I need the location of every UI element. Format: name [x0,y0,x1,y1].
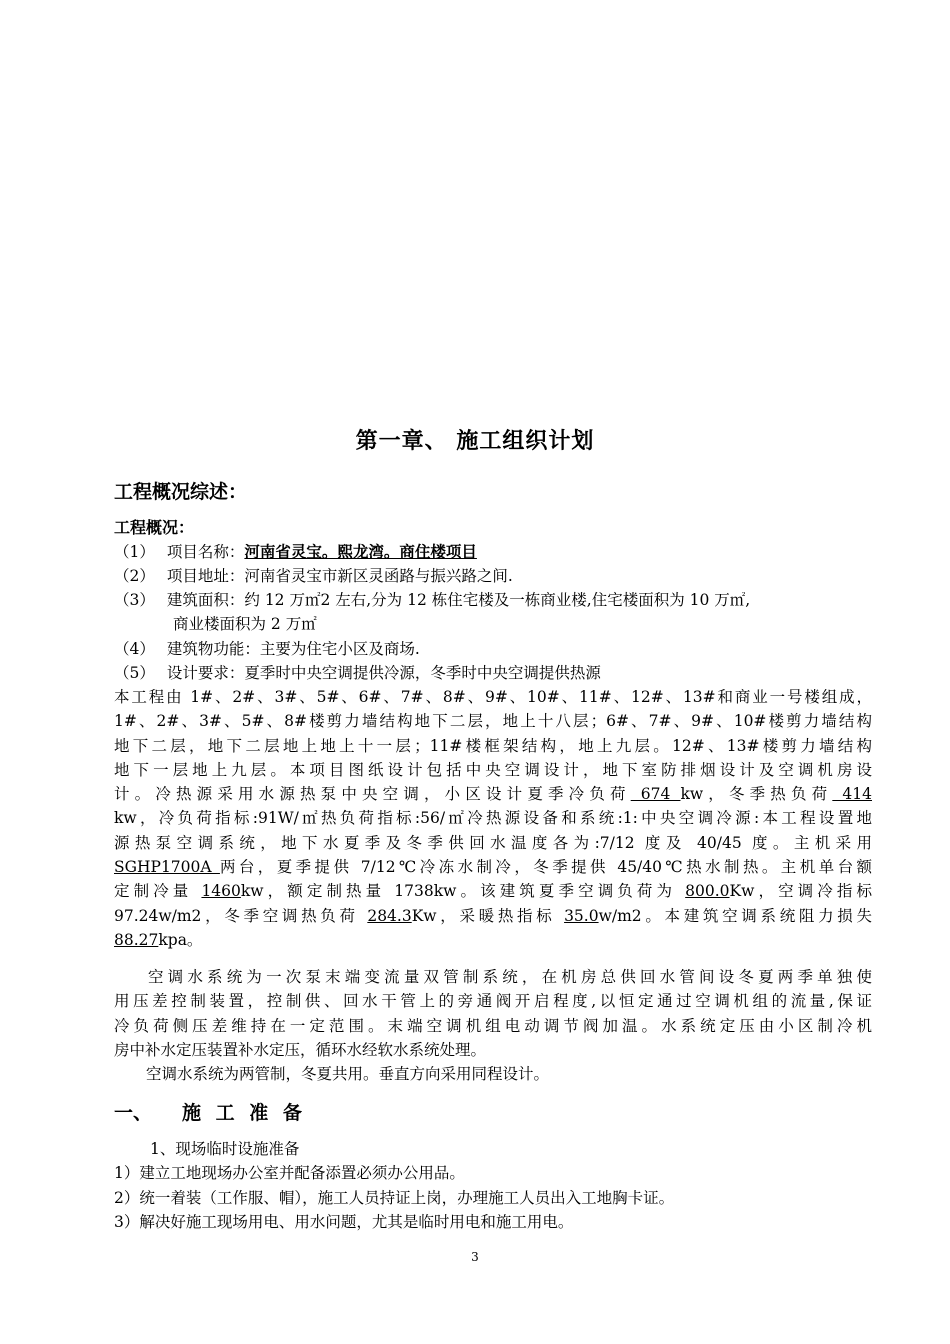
text-line: SGHP1700A 两台，夏季提供 7/12℃冷冻水制冷，冬季提供 45/40℃热水制热。主机单台额 [114,858,872,877]
item-label: 建筑面积： [166,591,245,609]
item-1 [114,540,477,564]
item-3 [114,588,750,612]
item-number: （3） [114,591,155,609]
summer-load-value: 800.0 [685,882,730,901]
winter-load-value: 284.3 [367,906,412,925]
text-line: 1#、2#、3#、5#、8#楼剪力墙结构地下二层，地上十八层；6#、7#、9#、10#楼剪力墙结构 [114,712,872,731]
text-line: 定制冷量 1460kw，额定制热量 1738kw。该建筑夏季空调负荷为 800.0Kw，空调冷指标 [114,882,872,901]
list-item: 3）解决好施工现场用电、用水问题，尤其是临时用电和施工用电。 [114,1213,574,1231]
item-number: （2） [114,567,155,585]
text-line: 地下一层地上九层。本项目图纸设计包括中央空调设计，地下室防排烟设计及空调机房设 [114,760,872,779]
item-label: 建筑物功能： [166,640,260,658]
text-line: 冷负荷侧压差维持在一定范围。末端空调机组电动调节阀加温。水系统定压由小区制冷机 [114,1016,872,1035]
water-system-paragraph [114,965,872,1062]
text-line: 计。冷热源采用水源热泵中央空调，小区设计夏季冷负荷 674 kw，冬季热负荷 414 [114,785,872,804]
text-line: 用压差控制装置，控制供、回水干管上的旁通阀开启程度,以恒定通过空调机组的流量,保证 [114,992,872,1011]
list-item: 2）统一着装（工作服、帽），施工人员持证上岗，办理施工人员出入工地胸卡证。 [114,1189,675,1207]
item-label: 项目名称： [166,543,245,561]
heat-index-value: 35.0 [564,906,599,925]
item-4 [114,637,420,661]
item-3-continuation: 商业楼面积为 2 万㎡ [173,615,317,633]
subsection-title: 1、现场临时设施准备 [150,1140,300,1158]
text-line: 本工程由 1#、2#、3#、5#、6#、7#、8#、9#、10#、11#、12#、13#和商业一号楼组成， [114,688,872,706]
item-label: 设计要求： [166,664,245,682]
project-description [114,685,872,952]
text-line: 源热泵空调系统，地下水夏季及冬季供回水温度各为:7/12 度及 40/45 度。主机采用 [114,833,872,852]
item-5 [114,661,601,685]
unit-model: SGHP1700A [114,858,220,877]
overview-heading: 工程概况综述： [114,481,248,503]
subheading: 工程概况： [114,518,195,537]
item-2 [114,564,513,588]
item-value: 约 12 万㎡2 左右,分为 12 栋住宅楼及一栋商业楼,住宅楼面积为 10 万㎡, [244,591,751,609]
item-number: （1） [114,543,155,561]
item-value: 主要为住宅小区及商场. [259,640,420,658]
cooling-load-value: 674 [630,785,681,804]
project-name: 河南省灵宝。熙龙湾。商住楼项目 [244,542,477,561]
item-number: （4） [114,640,155,658]
text-line: 房中补水定压装置补水定压，循环水经软水系统处理。 [114,1040,487,1059]
item-value: 夏季时中央空调提供冷源，冬季时中央空调提供热源 [244,664,601,682]
text-line: 97.24w/m2，冬季空调热负荷 284.3Kw，采暖热指标 35.0w/m2。本建筑空调系统阻力损失 [114,906,872,925]
pipe-system-paragraph: 空调水系统为两管制，冬夏共用。垂直方向采用同程设计。 [146,1065,550,1083]
resistance-value: 88.27 [114,930,159,949]
item-number: （5） [114,664,155,682]
item-value: 河南省灵宝市新区灵函路与振兴路之间. [244,567,513,585]
page-number: 3 [471,1250,479,1264]
section-number: 一、 [114,1102,153,1124]
text-line: 空调水系统为一次泵末端变流量双管制系统，在机房总供回水管间设冬夏两季单独使 [148,968,872,986]
chapter-title: 第一章、 施工组织计划 [355,428,595,454]
text-line: kw，冷负荷指标:91W/㎡热负荷指标:56/㎡冷热源设备和系统:1:中央空调冷源:本工程设置地 [114,809,872,828]
rated-cooling-value: 1460 [201,882,241,901]
section-title: 施 工 准 备 [182,1102,306,1124]
text-line: 地下二层，地下二层地上地上十一层；11#楼框架结构，地上九层。12#、13#楼剪力墙结构 [114,736,872,755]
heating-load-value: 414 [832,785,872,804]
item-label: 项目地址： [166,567,245,585]
list-item: 1）建立工地现场办公室并配备添置必须办公用品。 [114,1164,465,1182]
text-line: 88.27kpa。 [114,930,203,949]
section-heading [114,1098,306,1125]
